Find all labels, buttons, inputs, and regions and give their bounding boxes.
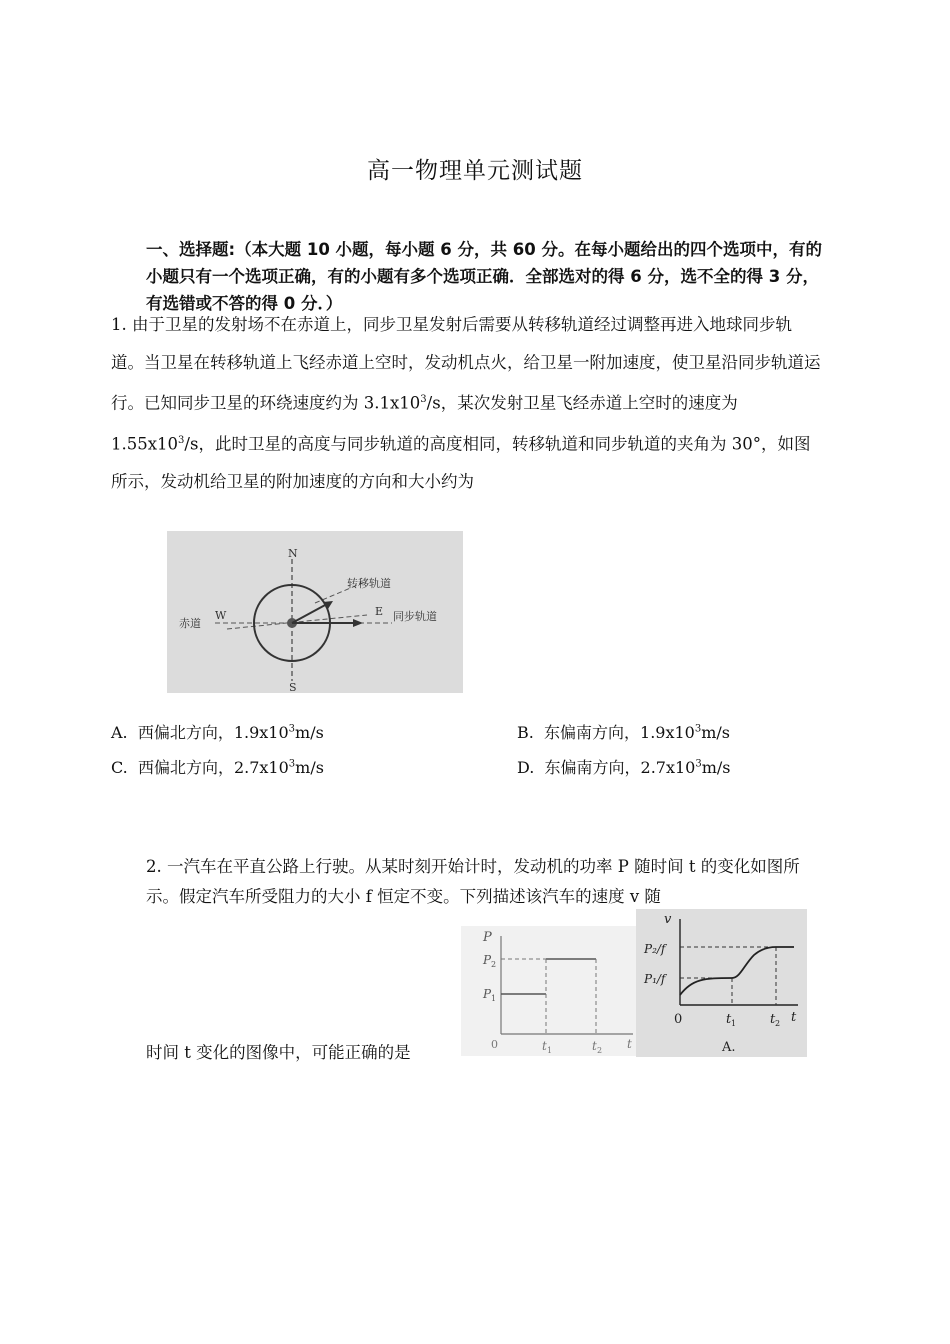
option-d-unit: m/s xyxy=(701,758,731,777)
velocity-graph-svg xyxy=(636,909,807,1057)
p1-sub: 1 xyxy=(491,994,497,1003)
section-heading: 一、选择题:（本大题 10 小题，每小题 6 分，共 60 分。在每小题给出的四个选项中，有的小题只有一个选项正确，有的小题有多个选项正确．全部选对的得 6 分，选不全的得 3 分，有选错或不答的得 0 分．） xyxy=(146,240,822,313)
option-a-unit: m/s xyxy=(295,723,324,742)
level1-label: P₁/f xyxy=(644,972,666,986)
level2-label: P₂/f xyxy=(644,942,666,956)
q1-text-c: /s，此时卫星的高度与同步轨道的高度相同，转移轨道和同步轨道的夹角为 30°，如图所示，发动机给卫星的附加速度的方向和大小约为 xyxy=(111,434,811,491)
transfer-orbit-label: 转移轨道 xyxy=(347,577,391,590)
north-label: N xyxy=(288,547,298,560)
option-d-exp: 3 xyxy=(695,758,702,770)
option-a-text: 西偏北方向，1.9x10 xyxy=(137,723,289,742)
p-axis-label: P xyxy=(483,930,492,945)
v-t1-label: t xyxy=(726,1012,732,1027)
orbit-figure xyxy=(167,531,463,693)
option-c xyxy=(111,755,324,778)
p2-label: P xyxy=(483,953,492,967)
q1-exponent-1: 3 xyxy=(420,394,427,405)
transfer-velocity-arrow xyxy=(292,604,327,623)
q1-text-a: 1. 由于卫星的发射场不在赤道上，同步卫星发射后需要从转移轨道经过调整再进入地球同步轨道。当卫星在转移轨道上飞经赤道上空时，发动机点火，给卫星一附加速度，使卫星沿同步轨道运行。已知同步卫星的环绕速度约为 3.1x10 xyxy=(111,315,821,413)
q1-exponent-2: 3 xyxy=(178,435,185,446)
south-label: S xyxy=(289,681,297,693)
orbit-diagram xyxy=(167,531,463,693)
t1-label: t xyxy=(542,1039,547,1053)
option-b xyxy=(517,720,730,743)
option-b-exp: 3 xyxy=(694,723,702,735)
graph-caption: A. xyxy=(722,1040,736,1055)
east-label: E xyxy=(375,605,384,618)
option-c-exp: 3 xyxy=(288,758,296,770)
page-title: 高一物理单元测试题 xyxy=(367,158,583,184)
question-2-text-end: 时间 t 变化的图像中，可能正确的是 xyxy=(146,1043,411,1062)
sync-arrow-head xyxy=(353,619,363,627)
vt-axis-label: t xyxy=(791,1010,797,1025)
velocity-curve xyxy=(680,947,794,995)
origin-label: 0 xyxy=(491,1038,498,1051)
option-d-letter: D. xyxy=(517,758,535,777)
v-t2-sub: 2 xyxy=(775,1019,781,1028)
west-label: W xyxy=(215,609,227,622)
t2-sub: 2 xyxy=(597,1046,603,1055)
power-time-graph xyxy=(461,926,636,1056)
p2-sub: 2 xyxy=(491,960,497,969)
option-a-exp: 3 xyxy=(288,723,296,735)
q1-text-b: /s，某次发射卫星飞经赤道上空时的速度为 1.55x10 xyxy=(111,393,738,454)
v-axis-label: v xyxy=(664,912,672,927)
t2-label: t xyxy=(592,1039,597,1053)
option-b-text: 东偏南方向，1.9x10 xyxy=(544,723,695,742)
option-a xyxy=(111,720,324,743)
option-c-unit: m/s xyxy=(295,758,324,777)
p1-label: P xyxy=(483,987,492,1001)
t-axis-label: t xyxy=(627,1037,632,1051)
equator-label: 赤道 xyxy=(179,617,201,630)
option-d-text: 东偏南方向，2.7x10 xyxy=(544,758,696,777)
v-t1-sub: 1 xyxy=(731,1019,737,1028)
option-c-text: 西偏北方向，2.7x10 xyxy=(137,758,289,777)
option-b-unit: m/s xyxy=(701,723,731,742)
option-d xyxy=(517,755,731,778)
option-a-letter: A. xyxy=(111,723,128,742)
velocity-time-graph-a xyxy=(636,909,807,1057)
option-c-letter: C. xyxy=(111,758,128,777)
option-b-letter: B. xyxy=(517,723,534,742)
v-t2-label: t xyxy=(770,1012,776,1027)
v-origin-label: 0 xyxy=(674,1012,683,1027)
power-graph-svg xyxy=(461,926,636,1056)
question-1-text xyxy=(111,306,823,501)
sync-orbit-label: 同步轨道 xyxy=(393,610,437,623)
t1-sub: 1 xyxy=(547,1046,553,1055)
question-2-text: 2. 一汽车在平直公路上行驶。从某时刻开始计时，发动机的功率 P 随时间 t 的变化如图所示。假定汽车所受阻力的大小 f 恒定不变。下列描述该汽车的速度 v 随 xyxy=(146,857,800,906)
